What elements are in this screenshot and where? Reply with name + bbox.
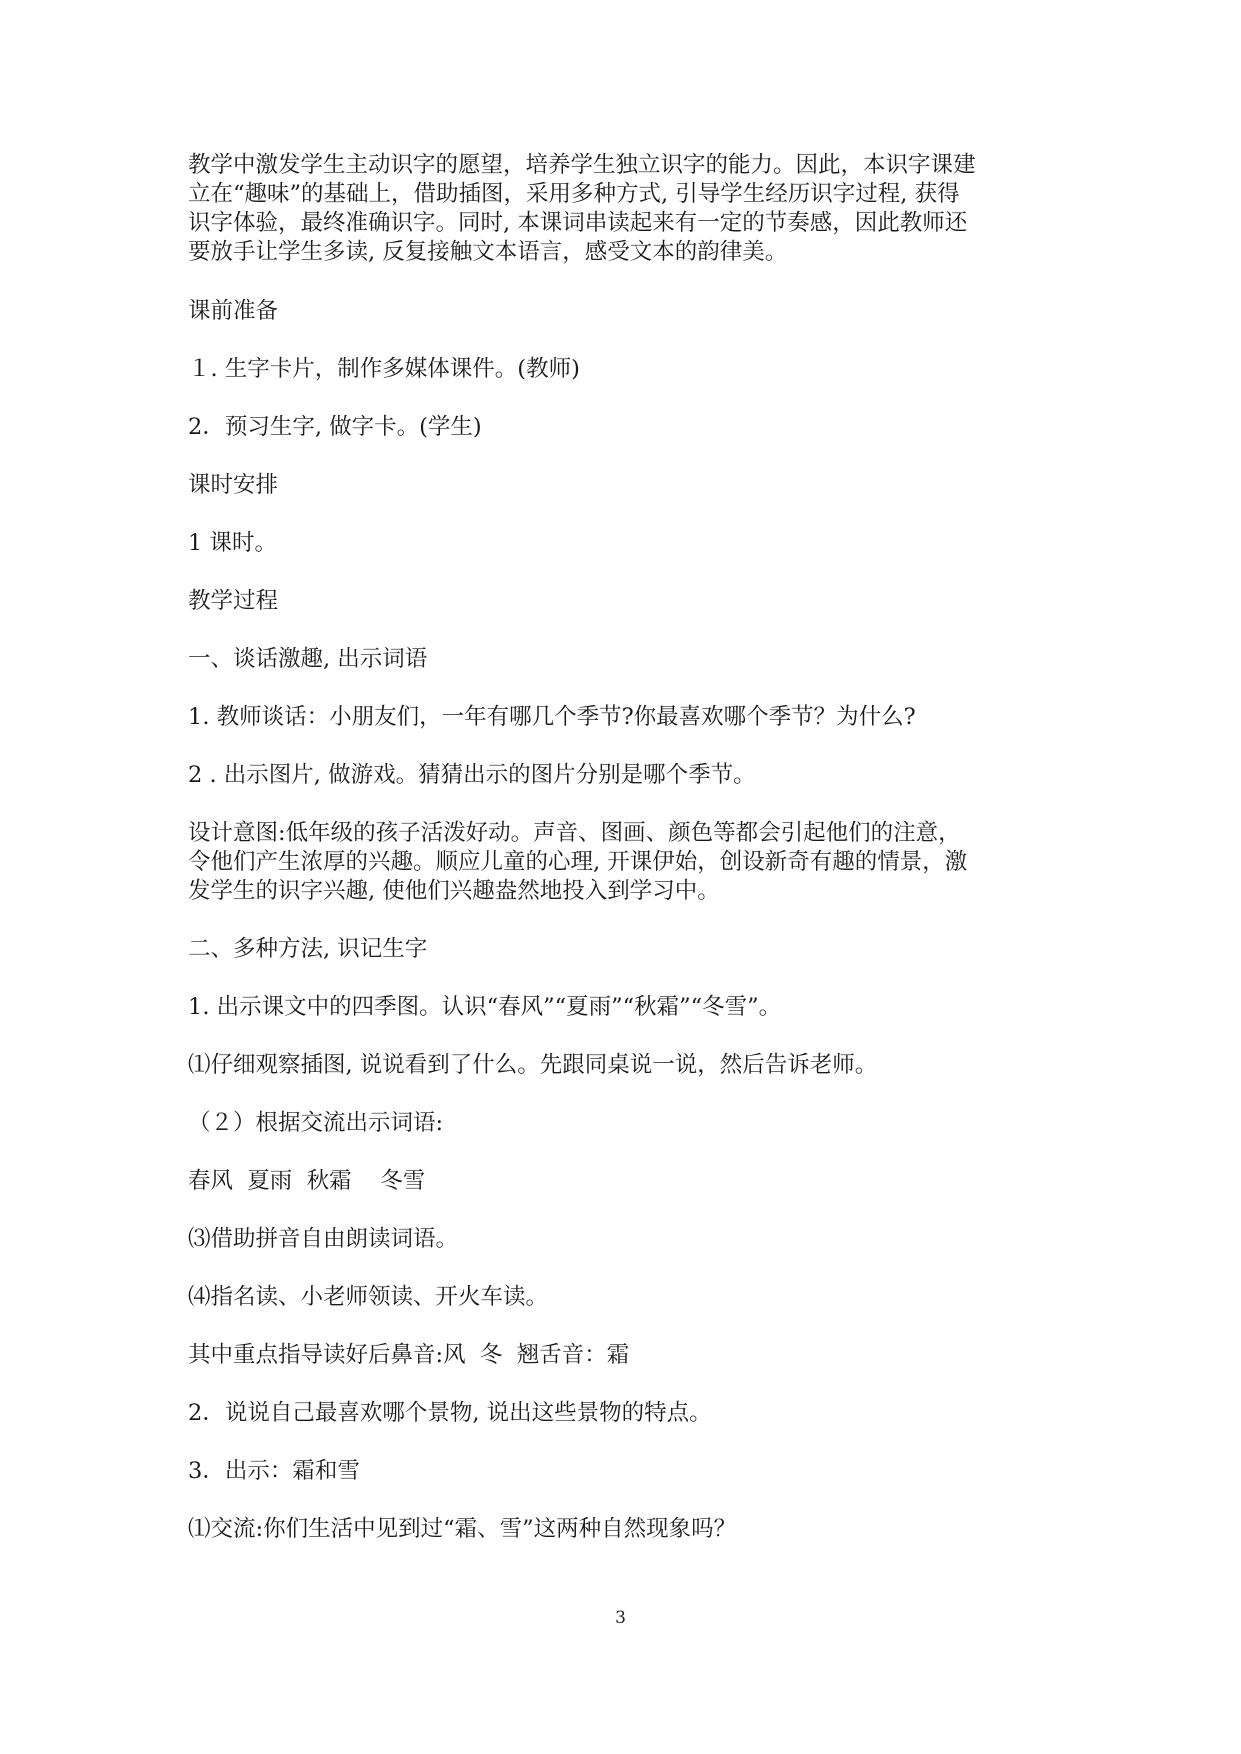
text-line: 令他们产生浓厚的兴趣。顺应儿童的心理, 开课伊始，创设新奇有趣的情景，激	[188, 849, 968, 875]
list-item: 1. 教师谈话：小朋友们，一年有哪几个季节?你最喜欢哪个季节？为什么?	[188, 704, 916, 730]
sub-item: （２）根据交流出示词语:	[188, 1110, 444, 1136]
schedule-value: 1 课时。	[188, 530, 277, 556]
sub-item: ⑴交流:你们生活中见到过“霜、雪”这两种自然现象吗？	[188, 1516, 737, 1542]
list-item: 2 . 出示图片, 做游戏。猜猜出示的图片分别是哪个季节。	[188, 762, 756, 788]
text-line: 识字体验，最终准确识字。同时, 本课词串读起来有一定的节奏感，因此教师还	[188, 210, 968, 236]
sub-item: ⑷指名读、小老师领读、开火车读。	[188, 1284, 549, 1310]
prep-item: １. 生字卡片，制作多媒体课件。(教师)	[188, 356, 580, 382]
word-list: 春风 夏雨 秋霜 冬雪	[188, 1168, 426, 1194]
list-item: 2．说说自己最喜欢哪个景物, 说出这些景物的特点。	[188, 1400, 712, 1426]
design-intent-paragraph	[188, 819, 1068, 906]
focus-note: 其中重点指导读好后鼻音:风 冬 翘舌音：霜	[188, 1342, 630, 1368]
text-line: 设计意图:低年级的孩子活泼好动。声音、图画、颜色等都会引起他们的注意，	[188, 820, 961, 846]
section-title: 二、多种方法, 识记生字	[188, 936, 428, 962]
heading-process: 教学过程	[188, 588, 279, 614]
sub-item: ⑴仔细观察插图, 说说看到了什么。先跟同桌说一说，然后告诉老师。	[188, 1052, 878, 1078]
intro-paragraph	[188, 151, 1068, 267]
prep-item: 2．预习生字, 做字卡。(学生)	[188, 414, 482, 440]
sub-item: ⑶借助拼音自由朗读词语。	[188, 1226, 459, 1252]
heading-preparation: 课前准备	[188, 298, 279, 324]
text-line: 要放手让学生多读, 反复接触文本语言，感受文本的韵律美。	[188, 239, 788, 265]
text-line: 发学生的识字兴趣, 使他们兴趣盎然地投入到学习中。	[188, 878, 720, 904]
heading-schedule: 课时安排	[188, 472, 279, 498]
section-title: 一、谈话激趣, 出示词语	[188, 646, 428, 672]
text-line: 立在“趣味”的基础上，借助插图，采用多种方式, 引导学生经历识字过程, 获得	[188, 181, 960, 207]
text-line: 教学中激发学生主动识字的愿望，培养学生独立识字的能力。因此，本识字课建	[188, 152, 976, 178]
list-item: 1. 出示课文中的四季图。认识“春风”“夏雨”“秋霜”“冬雪”。	[188, 994, 782, 1020]
page-number: 3	[615, 1608, 626, 1628]
list-item: 3．出示：霜和雪	[188, 1458, 360, 1484]
